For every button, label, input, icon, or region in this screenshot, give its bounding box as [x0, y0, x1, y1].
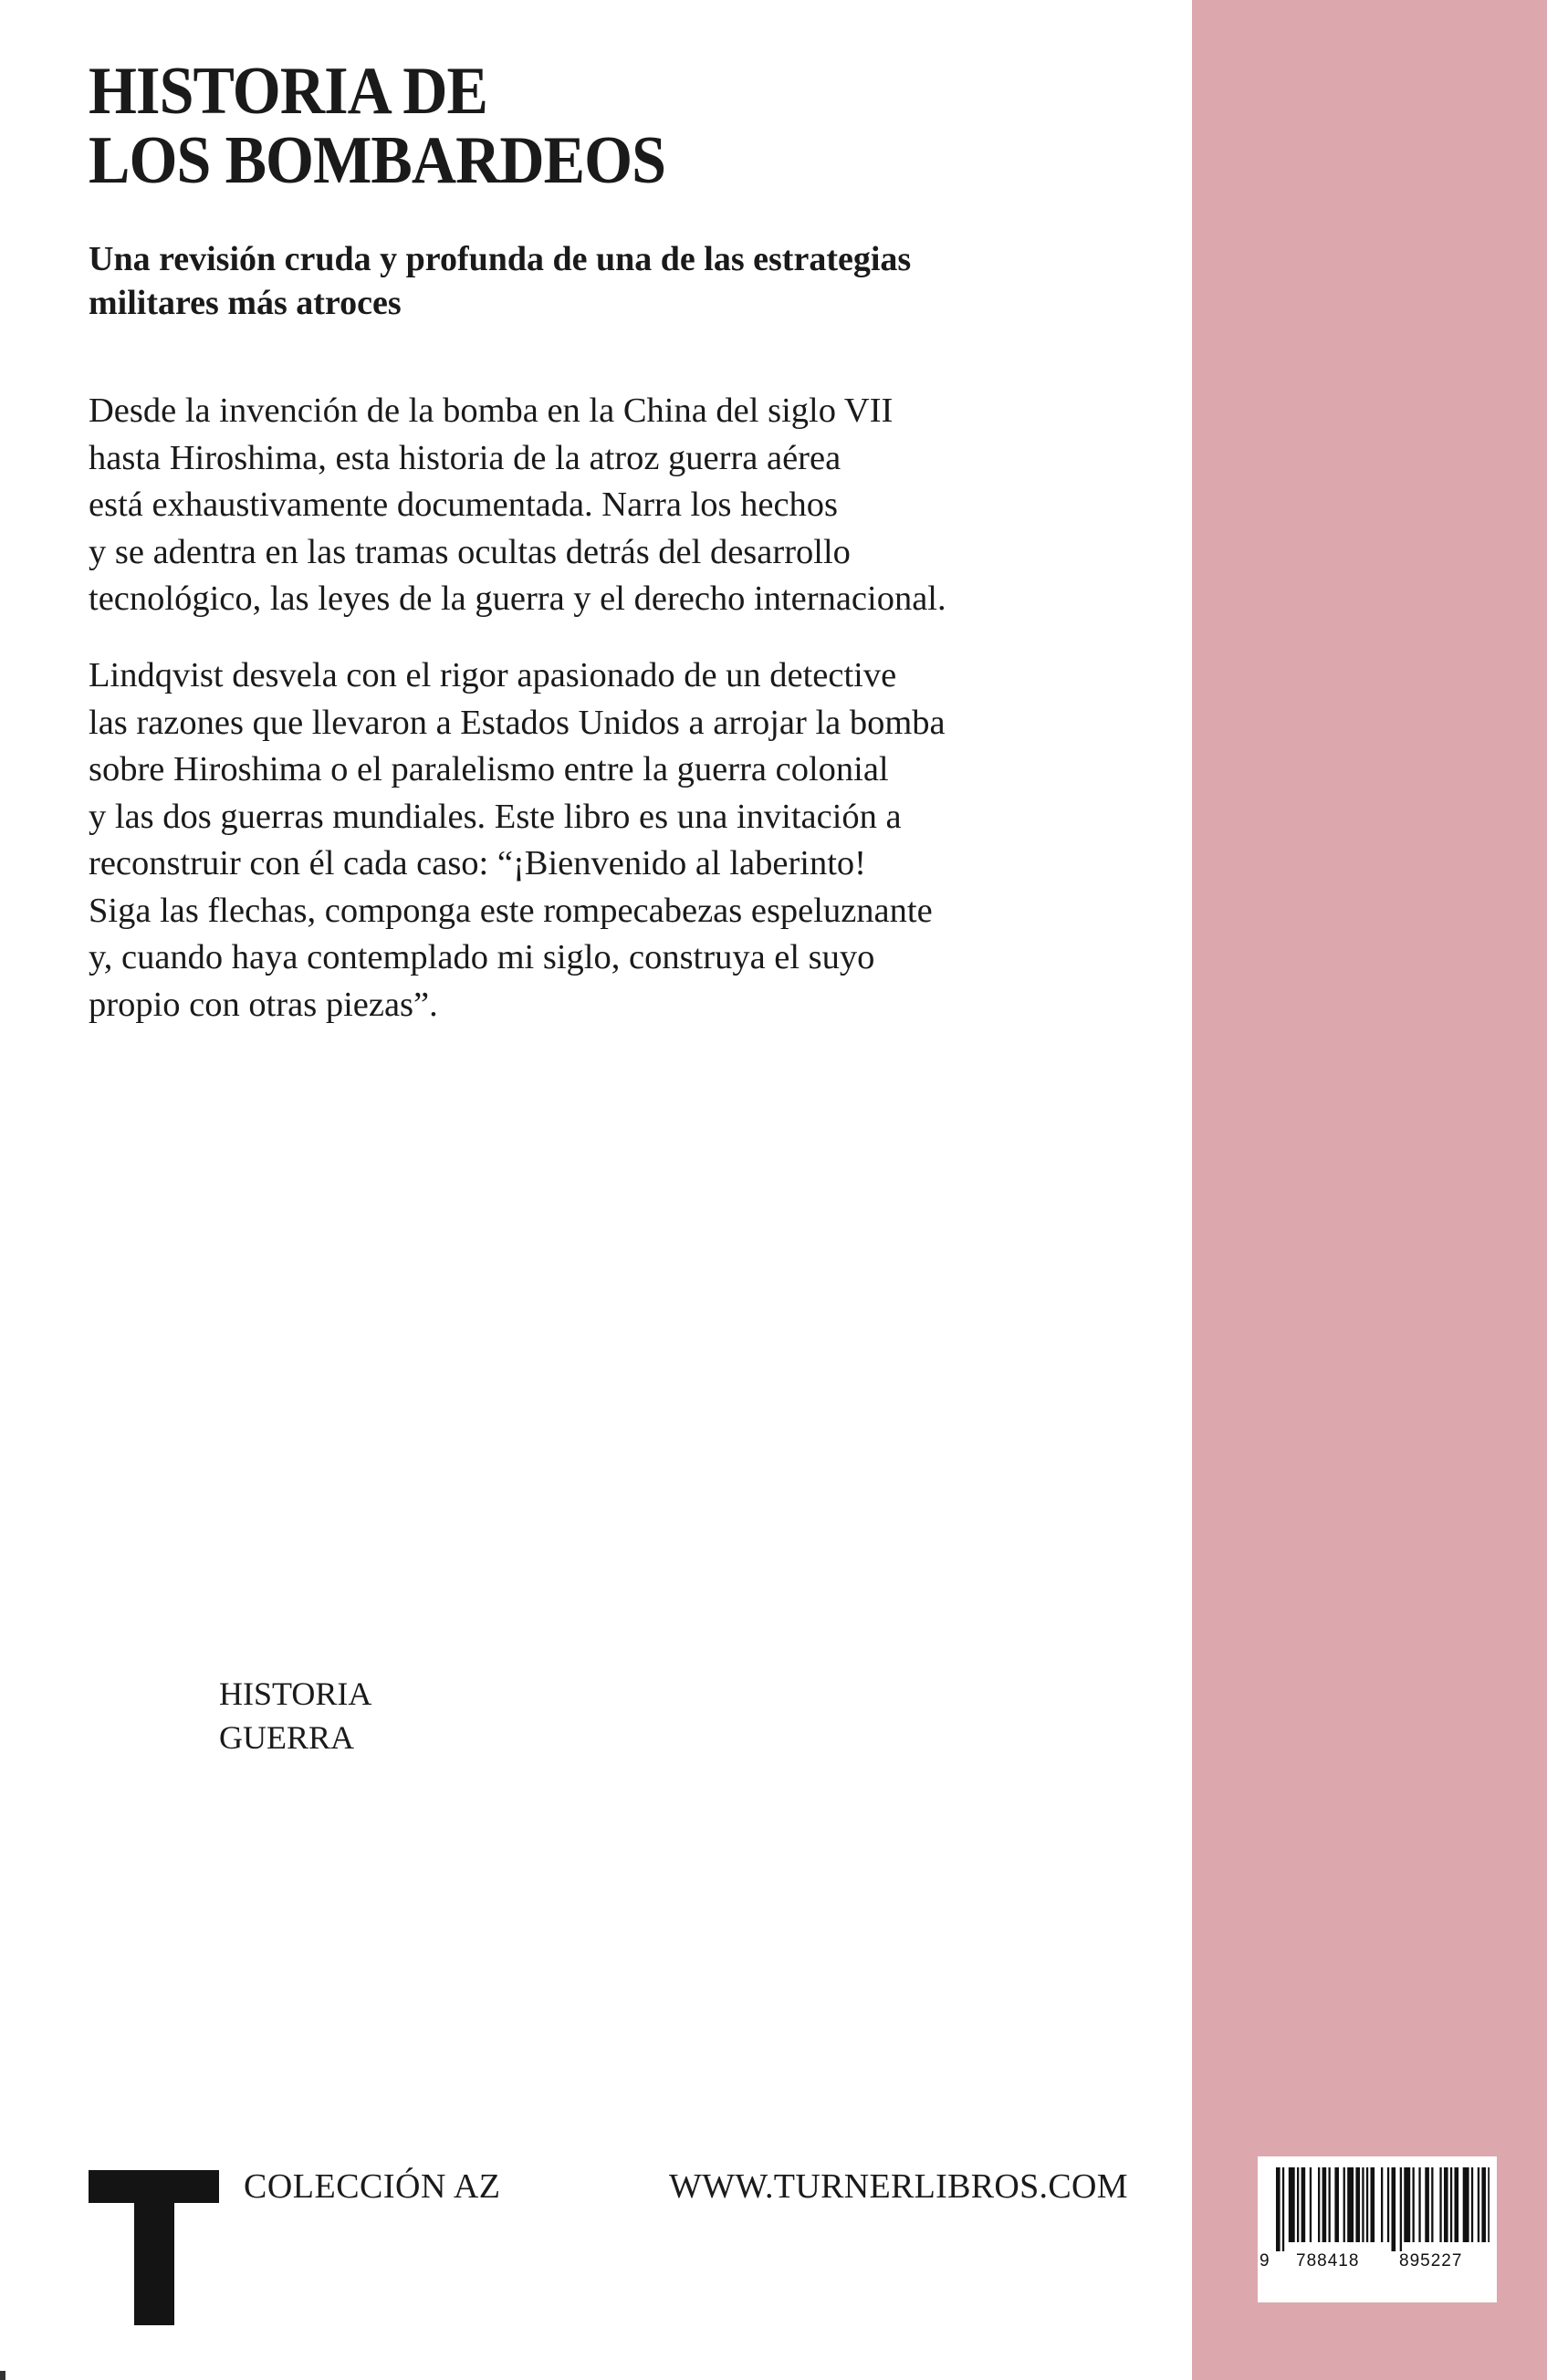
- text-line: está exhaustivamente documentada. Narra los hechos: [89, 485, 839, 524]
- description-paragraph-2: [89, 652, 1202, 1028]
- barcode-bar: [1297, 2167, 1299, 2242]
- barcode-bar: [1425, 2167, 1429, 2242]
- text-line: y se adentra en las tramas ocultas detrás del desarrollo: [89, 532, 851, 571]
- category-list: [219, 1672, 371, 1759]
- barcode-bars: [1265, 2167, 1490, 2251]
- barcode-bar: [1404, 2167, 1410, 2242]
- title-line-1: HISTORIA DE: [89, 54, 487, 129]
- barcode-bar: [1343, 2167, 1345, 2242]
- barcode-bar: [1413, 2167, 1415, 2242]
- barcode-bar: [1450, 2167, 1452, 2242]
- text-line: hasta Hiroshima, esta historia de la atroz guerra aérea: [89, 438, 841, 477]
- barcode-bar: [1329, 2167, 1331, 2242]
- text-line: sobre Hiroshima o el paralelismo entre la guerra colonial: [89, 750, 889, 788]
- turner-t-logo-icon: [89, 2170, 219, 2325]
- barcode-bar: [1444, 2167, 1448, 2242]
- barcode-bar: [1276, 2167, 1280, 2251]
- barcode-bar: [1289, 2167, 1295, 2242]
- barcode-bar: [1347, 2167, 1354, 2242]
- barcode-bar: [1418, 2167, 1420, 2242]
- barcode-bar: [1310, 2167, 1312, 2242]
- barcode-bar: [1471, 2167, 1473, 2242]
- barcode-bar: [1439, 2167, 1441, 2242]
- barcode-bar: [1431, 2167, 1433, 2242]
- text-line: y, cuando haya contemplado mi siglo, construya el suyo: [89, 938, 875, 976]
- book-title: [89, 54, 666, 198]
- text-line: tecnológico, las leyes de la guerra y el derecho internacional.: [89, 579, 946, 618]
- text-line: las razones que llevaron a Estados Unidos a arrojar la bomba: [89, 703, 946, 742]
- barcode-bar: [1455, 2167, 1459, 2242]
- text-line: Desde la invención de la bomba en la China del siglo VII: [89, 391, 894, 430]
- barcode-bar: [1301, 2167, 1306, 2242]
- crop-mark: [0, 2371, 5, 2380]
- barcode-bar: [1371, 2167, 1375, 2242]
- text-line: Lindqvist desvela con el rigor apasionado de un detective: [89, 656, 897, 694]
- description-paragraph-1: [89, 388, 1202, 623]
- barcode-bar: [1362, 2167, 1364, 2242]
- barcode-group-1: 788418: [1296, 2251, 1360, 2270]
- barcode-bar: [1392, 2167, 1396, 2251]
- barcode-group-2: 895227: [1399, 2251, 1463, 2270]
- text-line: propio con otras piezas”.: [89, 985, 438, 1024]
- category-item: HISTORIA: [219, 1675, 372, 1712]
- book-subtitle: [89, 237, 1184, 325]
- barcode-bar: [1400, 2167, 1402, 2251]
- barcode-bar: [1355, 2167, 1360, 2242]
- barcode-bar: [1318, 2167, 1320, 2242]
- barcode-bar: [1481, 2167, 1486, 2242]
- barcode-prefix: 9: [1260, 2251, 1270, 2270]
- text-line: y las dos guerras mundiales. Este libro es una invitación a: [89, 797, 902, 836]
- barcode-bar: [1366, 2167, 1368, 2242]
- spine-panel: [1192, 0, 1547, 2380]
- collection-label: COLECCIÓN AZ: [244, 2167, 501, 2206]
- barcode-bar: [1322, 2167, 1327, 2242]
- barcode-bar: [1478, 2167, 1479, 2242]
- subtitle-line-2: militares más atroces: [89, 284, 402, 322]
- barcode-bar: [1334, 2167, 1339, 2242]
- website-link[interactable]: WWW.TURNERLIBROS.COM: [669, 2167, 1128, 2206]
- barcode-bar: [1282, 2167, 1284, 2251]
- barcode-bar: [1387, 2167, 1389, 2242]
- barcode-bar: [1488, 2167, 1490, 2242]
- text-line: reconstruir con él cada caso: “¡Bienvenido al laberinto!: [89, 844, 866, 882]
- subtitle-line-1: Una revisión cruda y profunda de una de las estrategias: [89, 240, 912, 278]
- logo-stem: [134, 2170, 174, 2325]
- text-line: Siga las flechas, componga este rompecabezas espeluznante: [89, 891, 933, 930]
- barcode-bar: [1463, 2167, 1469, 2242]
- isbn-barcode: [1258, 2156, 1497, 2302]
- title-line-2: LOS BOMBARDEOS: [89, 123, 666, 198]
- barcode-bar: [1381, 2167, 1383, 2242]
- category-item: GUERRA: [219, 1719, 355, 1756]
